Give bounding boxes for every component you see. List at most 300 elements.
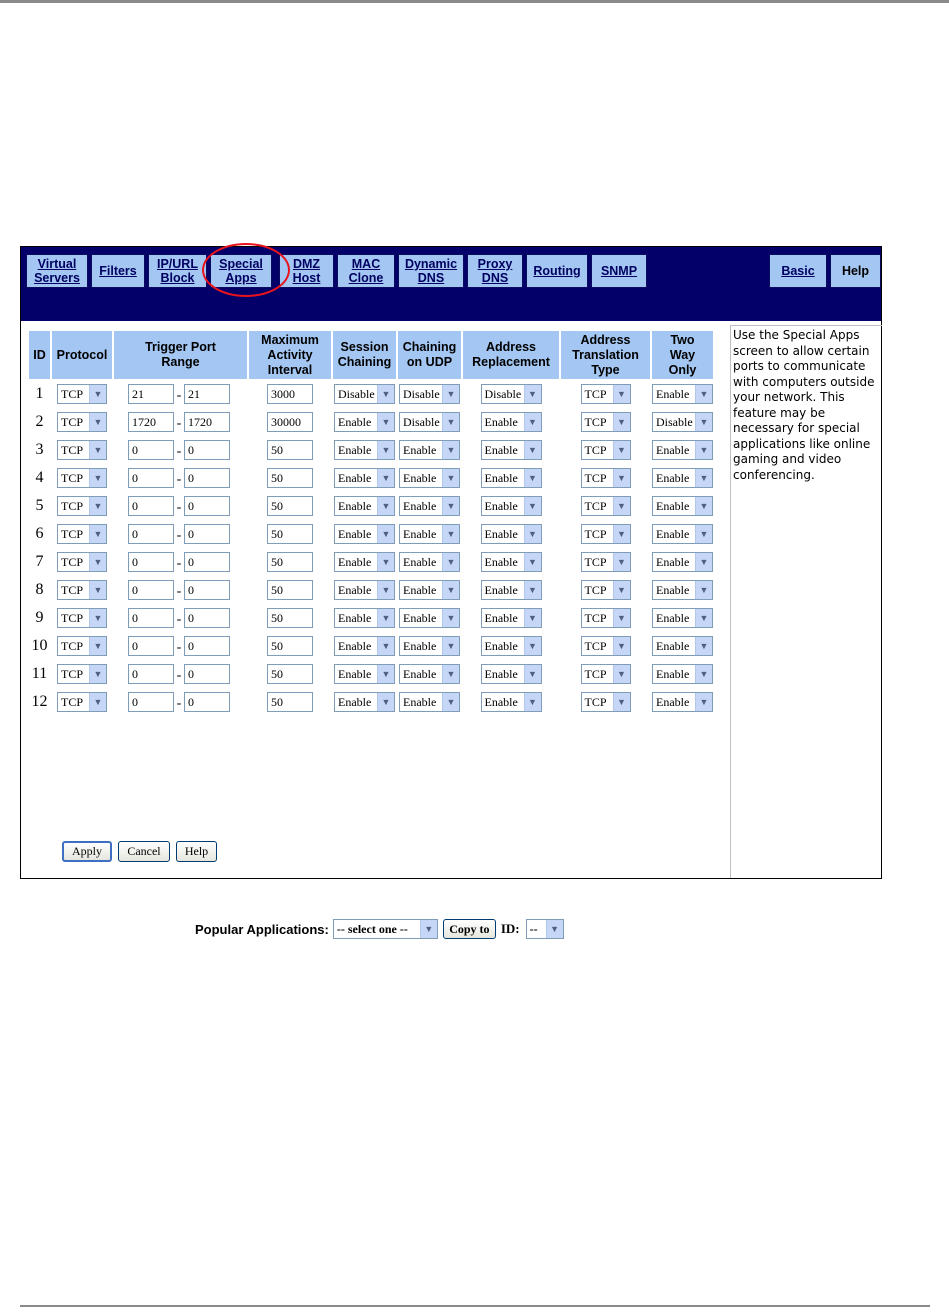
chaining-on-udp-select[interactable]	[399, 412, 460, 432]
protocol-select-value: TCP	[61, 386, 84, 401]
session-chaining-select[interactable]	[334, 412, 395, 432]
chaining-on-udp-select[interactable]	[399, 636, 460, 656]
address-translation-type-cell	[561, 577, 650, 603]
chaining-on-udp-select[interactable]	[399, 664, 460, 684]
protocol-select[interactable]	[57, 412, 107, 432]
popular-applications-label: Popular Applications:	[195, 921, 329, 937]
trigger-port-end-input[interactable]: 0	[184, 580, 230, 600]
session-chaining-select[interactable]	[334, 664, 395, 684]
two-way-only-cell	[652, 381, 713, 407]
address-translation-type-cell	[561, 437, 650, 463]
protocol-select-value: TCP	[61, 526, 84, 541]
session-chaining-cell	[333, 689, 396, 715]
chevron-down-icon: ▼	[89, 581, 106, 599]
protocol-select[interactable]	[57, 384, 107, 404]
chaining-on-udp-select[interactable]	[399, 580, 460, 600]
chaining-on-udp-select[interactable]	[399, 692, 460, 712]
two-way-only-select-value: Enable	[656, 442, 690, 457]
copy-to-id-select[interactable]	[526, 919, 564, 939]
range-separator: -	[176, 472, 182, 487]
two-way-only-select-value: Enable	[656, 554, 690, 569]
trigger-port-end-input[interactable]: 0	[184, 664, 230, 684]
protocol-select[interactable]	[57, 608, 107, 628]
chevron-down-icon: ▼	[524, 609, 541, 627]
trigger-port-start-input[interactable]: 0	[128, 440, 174, 460]
session-chaining-select[interactable]	[334, 580, 395, 600]
interval-cell	[249, 549, 331, 575]
address-replacement-select[interactable]	[481, 580, 542, 600]
tab-filters[interactable]: Filters	[91, 254, 145, 288]
interval-cell	[249, 577, 331, 603]
interval-cell	[249, 409, 331, 435]
address-translation-type-select-value: TCP	[584, 638, 607, 653]
max-activity-interval-input[interactable]: 50	[267, 692, 313, 712]
special-apps-content	[21, 321, 729, 937]
chevron-down-icon: ▼	[524, 581, 541, 599]
two-way-only-select[interactable]	[652, 496, 713, 516]
protocol-select-value: TCP	[61, 442, 84, 457]
session-chaining-select[interactable]	[334, 440, 395, 460]
table-row	[29, 661, 713, 687]
chevron-down-icon: ▼	[442, 553, 459, 571]
chevron-down-icon: ▼	[613, 553, 630, 571]
session-chaining-select[interactable]	[334, 468, 395, 488]
two-way-only-select[interactable]	[652, 636, 713, 656]
row-id: 6	[35, 525, 44, 542]
table-row	[29, 465, 713, 491]
col-header-address-translation-type: Address Translation Type	[561, 331, 650, 379]
chaining-on-udp-select-value: Disable	[403, 386, 440, 401]
chevron-down-icon: ▼	[89, 609, 106, 627]
address-replacement-select[interactable]	[481, 524, 542, 544]
protocol-select[interactable]	[57, 552, 107, 572]
two-way-only-select[interactable]	[652, 440, 713, 460]
table-row	[29, 633, 713, 659]
two-way-only-select-value: Enable	[656, 638, 690, 653]
trigger-port-start-input[interactable]: 0	[128, 496, 174, 516]
address-translation-type-select-value: TCP	[584, 386, 607, 401]
range-separator: -	[176, 612, 182, 627]
chaining-on-udp-select[interactable]	[399, 496, 460, 516]
session-chaining-select[interactable]	[334, 636, 395, 656]
chevron-down-icon: ▼	[377, 665, 394, 683]
trigger-port-range-cell	[114, 521, 247, 547]
address-replacement-cell	[463, 577, 559, 603]
address-translation-type-select-value: TCP	[584, 610, 607, 625]
session-chaining-cell	[333, 409, 396, 435]
address-translation-type-select[interactable]	[581, 440, 631, 460]
row-id: 7	[35, 553, 44, 570]
trigger-port-end-input[interactable]: 1720	[184, 412, 230, 432]
address-translation-type-cell	[561, 549, 650, 575]
protocol-select-value: TCP	[61, 582, 84, 597]
trigger-port-start-input[interactable]: 0	[128, 636, 174, 656]
trigger-port-range-cell	[114, 381, 247, 407]
two-way-only-cell	[652, 549, 713, 575]
trigger-port-end-input[interactable]: 0	[184, 468, 230, 488]
chevron-down-icon: ▼	[89, 385, 106, 403]
trigger-port-start-input[interactable]: 0	[128, 524, 174, 544]
tab-ip-url-block[interactable]: IP/URL Block	[148, 254, 207, 288]
session-chaining-select-value: Enable	[338, 470, 372, 485]
row-id: 12	[31, 693, 48, 710]
protocol-select[interactable]	[57, 524, 107, 544]
address-replacement-select[interactable]	[481, 384, 542, 404]
row-id: 11	[31, 665, 48, 682]
range-separator: -	[176, 668, 182, 683]
two-way-only-cell	[652, 437, 713, 463]
session-chaining-cell	[333, 661, 396, 687]
address-translation-type-cell	[561, 493, 650, 519]
chaining-on-udp-select[interactable]	[399, 552, 460, 572]
address-translation-type-cell	[561, 465, 650, 491]
address-translation-type-select[interactable]	[581, 552, 631, 572]
chevron-down-icon: ▼	[695, 553, 712, 571]
row-id: 10	[31, 637, 48, 654]
chaining-on-udp-cell	[398, 661, 461, 687]
max-activity-interval-input[interactable]: 50	[267, 580, 313, 600]
session-chaining-select-value: Enable	[338, 694, 372, 709]
protocol-cell	[52, 661, 112, 687]
table-row	[29, 605, 713, 631]
tab-basic[interactable]: Basic	[769, 254, 827, 288]
two-way-only-cell	[652, 577, 713, 603]
tab-mac-clone[interactable]: MAC Clone	[337, 254, 395, 288]
range-separator: -	[176, 556, 182, 571]
chevron-down-icon: ▼	[89, 553, 106, 571]
max-activity-interval-input[interactable]: 50	[267, 440, 313, 460]
address-replacement-cell	[463, 633, 559, 659]
max-activity-interval-input[interactable]: 50	[267, 608, 313, 628]
row-id: 4	[35, 469, 44, 486]
max-activity-interval-input[interactable]: 50	[267, 552, 313, 572]
protocol-cell	[52, 465, 112, 491]
chaining-on-udp-select[interactable]	[399, 440, 460, 460]
session-chaining-select-value: Enable	[338, 442, 372, 457]
address-replacement-select-value: Enable	[484, 554, 518, 569]
trigger-port-start-input[interactable]: 0	[128, 664, 174, 684]
address-replacement-cell	[463, 549, 559, 575]
address-replacement-cell	[463, 465, 559, 491]
address-translation-type-select-value: TCP	[584, 442, 607, 457]
protocol-select-value: TCP	[61, 666, 84, 681]
protocol-select[interactable]	[57, 580, 107, 600]
session-chaining-select-value: Enable	[338, 638, 372, 653]
chevron-down-icon: ▼	[613, 693, 630, 711]
interval-cell	[249, 633, 331, 659]
address-replacement-select-value: Enable	[484, 638, 518, 653]
chevron-down-icon: ▼	[613, 385, 630, 403]
max-activity-interval-input[interactable]: 50	[267, 664, 313, 684]
two-way-only-select[interactable]	[652, 384, 713, 404]
session-chaining-select[interactable]	[334, 692, 395, 712]
address-translation-type-select[interactable]	[581, 636, 631, 656]
address-replacement-select[interactable]	[481, 412, 542, 432]
chevron-down-icon: ▼	[613, 413, 630, 431]
chevron-down-icon: ▼	[89, 441, 106, 459]
trigger-port-end-input[interactable]: 0	[184, 692, 230, 712]
range-separator: -	[176, 416, 182, 431]
session-chaining-cell	[333, 577, 396, 603]
chaining-on-udp-select-value: Enable	[403, 610, 437, 625]
chaining-on-udp-select-value: Enable	[403, 666, 437, 681]
trigger-port-end-input[interactable]: 0	[184, 636, 230, 656]
session-chaining-select-value: Enable	[338, 414, 372, 429]
chevron-down-icon: ▼	[695, 413, 712, 431]
chevron-down-icon: ▼	[546, 920, 563, 938]
trigger-port-end-input[interactable]: 0	[184, 552, 230, 572]
address-replacement-select-value: Disable	[484, 386, 522, 401]
two-way-only-select[interactable]	[652, 608, 713, 628]
tab-help[interactable]: Help	[830, 254, 881, 288]
address-translation-type-select-value: TCP	[584, 470, 607, 485]
chevron-down-icon: ▼	[442, 469, 459, 487]
address-translation-type-cell	[561, 409, 650, 435]
trigger-port-start-input[interactable]: 0	[128, 580, 174, 600]
tab-special-apps[interactable]: Special Apps	[210, 254, 272, 288]
address-replacement-select[interactable]	[481, 552, 542, 572]
trigger-port-start-input[interactable]: 0	[128, 552, 174, 572]
chaining-on-udp-select[interactable]	[399, 608, 460, 628]
session-chaining-select-value: Enable	[338, 666, 372, 681]
address-translation-type-select[interactable]	[581, 412, 631, 432]
chaining-on-udp-cell	[398, 577, 461, 603]
address-replacement-select-value: Enable	[484, 498, 518, 513]
chevron-down-icon: ▼	[89, 693, 106, 711]
chevron-down-icon: ▼	[695, 497, 712, 515]
address-replacement-select[interactable]	[481, 496, 542, 516]
address-replacement-select-value: Enable	[484, 526, 518, 541]
chevron-down-icon: ▼	[695, 609, 712, 627]
trigger-port-end-input[interactable]: 0	[184, 524, 230, 544]
trigger-port-range-cell	[114, 409, 247, 435]
protocol-select[interactable]	[57, 692, 107, 712]
two-way-only-select[interactable]	[652, 580, 713, 600]
two-way-only-select-value: Enable	[656, 666, 690, 681]
chevron-down-icon: ▼	[377, 693, 394, 711]
max-activity-interval-input[interactable]: 50	[267, 636, 313, 656]
chevron-down-icon: ▼	[695, 441, 712, 459]
trigger-port-start-input[interactable]: 0	[128, 692, 174, 712]
chaining-on-udp-select-value: Enable	[403, 526, 437, 541]
col-header-chaining-on-udp: Chaining on UDP	[398, 331, 461, 379]
chevron-down-icon: ▼	[442, 609, 459, 627]
session-chaining-select-value: Enable	[338, 554, 372, 569]
two-way-only-select-value: Enable	[656, 386, 690, 401]
range-separator: -	[176, 388, 182, 403]
address-replacement-select[interactable]	[481, 692, 542, 712]
chevron-down-icon: ▼	[377, 469, 394, 487]
two-way-only-select[interactable]	[652, 664, 713, 684]
protocol-cell	[52, 577, 112, 603]
chevron-down-icon: ▼	[442, 497, 459, 515]
address-translation-type-cell	[561, 521, 650, 547]
chevron-down-icon: ▼	[442, 525, 459, 543]
address-replacement-select[interactable]	[481, 608, 542, 628]
session-chaining-cell	[333, 493, 396, 519]
apply-button[interactable]: Apply	[62, 841, 112, 862]
address-translation-type-select[interactable]	[581, 468, 631, 488]
chevron-down-icon: ▼	[89, 413, 106, 431]
session-chaining-select-value: Enable	[338, 498, 372, 513]
two-way-only-select[interactable]	[652, 524, 713, 544]
trigger-port-end-input[interactable]: 0	[184, 496, 230, 516]
protocol-cell	[52, 521, 112, 547]
address-replacement-select-value: Enable	[484, 610, 518, 625]
session-chaining-select[interactable]	[334, 608, 395, 628]
address-translation-type-select[interactable]	[581, 524, 631, 544]
popular-applications-select[interactable]	[333, 919, 438, 939]
session-chaining-select-value: Enable	[338, 526, 372, 541]
trigger-port-start-input[interactable]: 1720	[128, 412, 174, 432]
trigger-port-end-input[interactable]: 0	[184, 608, 230, 628]
chevron-down-icon: ▼	[613, 609, 630, 627]
tab-routing[interactable]: Routing	[526, 254, 588, 288]
interval-cell	[249, 493, 331, 519]
trigger-port-range-cell	[114, 577, 247, 603]
chevron-down-icon: ▼	[377, 385, 394, 403]
two-way-only-select[interactable]	[652, 552, 713, 572]
max-activity-interval-input[interactable]: 30000	[267, 412, 313, 432]
trigger-port-start-input[interactable]: 21	[128, 384, 174, 404]
chevron-down-icon: ▼	[442, 665, 459, 683]
two-way-only-select[interactable]	[652, 692, 713, 712]
two-way-only-select-value: Enable	[656, 498, 690, 513]
chevron-down-icon: ▼	[442, 581, 459, 599]
tab-virtual-servers[interactable]: Virtual Servers	[26, 254, 88, 288]
protocol-select[interactable]	[57, 636, 107, 656]
address-translation-type-select-value: TCP	[584, 666, 607, 681]
chaining-on-udp-select-value: Enable	[403, 470, 437, 485]
chevron-down-icon: ▼	[695, 581, 712, 599]
address-translation-type-select-value: TCP	[584, 582, 607, 597]
help-text: Use the Special Apps screen to allow certain ports to communicate with computers outside your network. This feature may be necessary for special applications like online gaming and video conferencing.	[733, 328, 875, 482]
protocol-select[interactable]	[57, 468, 107, 488]
chaining-on-udp-select[interactable]	[399, 524, 460, 544]
address-replacement-cell	[463, 521, 559, 547]
address-replacement-select-value: Enable	[484, 414, 518, 429]
chaining-on-udp-select[interactable]	[399, 468, 460, 488]
session-chaining-select[interactable]	[334, 552, 395, 572]
two-way-only-select[interactable]	[652, 468, 713, 488]
two-way-only-cell	[652, 521, 713, 547]
trigger-port-start-input[interactable]: 0	[128, 608, 174, 628]
chevron-down-icon: ▼	[524, 413, 541, 431]
tab-dmz-host[interactable]: DMZ Host	[279, 254, 334, 288]
chevron-down-icon: ▼	[377, 609, 394, 627]
address-translation-type-select[interactable]	[581, 580, 631, 600]
help-text-pane	[730, 325, 882, 878]
session-chaining-select[interactable]	[334, 496, 395, 516]
trigger-port-end-input[interactable]: 0	[184, 440, 230, 460]
popular-applications-select-value: -- select one --	[336, 921, 408, 936]
address-translation-type-select[interactable]	[581, 496, 631, 516]
interval-cell	[249, 437, 331, 463]
chevron-down-icon: ▼	[613, 497, 630, 515]
address-translation-type-select[interactable]	[581, 692, 631, 712]
session-chaining-cell	[333, 465, 396, 491]
chaining-on-udp-cell	[398, 437, 461, 463]
row-id: 2	[35, 413, 44, 430]
trigger-port-range-cell	[114, 465, 247, 491]
address-replacement-cell	[463, 605, 559, 631]
copy-to-id-value: --	[529, 921, 538, 936]
chaining-on-udp-select[interactable]	[399, 384, 460, 404]
table-body	[29, 381, 713, 715]
tab-snmp[interactable]: SNMP	[591, 254, 647, 288]
help-button[interactable]: Help	[176, 841, 217, 862]
copy-to-button[interactable]: Copy to	[443, 919, 496, 939]
chevron-down-icon: ▼	[695, 385, 712, 403]
chevron-down-icon: ▼	[524, 441, 541, 459]
address-replacement-select[interactable]	[481, 636, 542, 656]
protocol-cell	[52, 633, 112, 659]
session-chaining-select[interactable]	[334, 384, 395, 404]
top-rule	[0, 0, 949, 3]
address-translation-type-select-value: TCP	[584, 554, 607, 569]
max-activity-interval-input[interactable]: 50	[267, 468, 313, 488]
protocol-select[interactable]	[57, 440, 107, 460]
range-separator: -	[176, 640, 182, 655]
protocol-select-value: TCP	[61, 694, 84, 709]
trigger-port-end-input[interactable]: 21	[184, 384, 230, 404]
max-activity-interval-input[interactable]: 50	[267, 496, 313, 516]
chaining-on-udp-cell	[398, 381, 461, 407]
address-replacement-select-value: Enable	[484, 442, 518, 457]
chevron-down-icon: ▼	[613, 637, 630, 655]
chevron-down-icon: ▼	[377, 413, 394, 431]
table-row	[29, 577, 713, 603]
protocol-cell	[52, 493, 112, 519]
address-translation-type-select-value: TCP	[584, 694, 607, 709]
session-chaining-select-value: Enable	[338, 610, 372, 625]
chevron-down-icon: ▼	[89, 525, 106, 543]
chaining-on-udp-select-value: Enable	[403, 694, 437, 709]
address-replacement-select[interactable]	[481, 468, 542, 488]
chevron-down-icon: ▼	[695, 637, 712, 655]
protocol-cell	[52, 409, 112, 435]
two-way-only-select[interactable]	[652, 412, 713, 432]
tab-dynamic-dns[interactable]: Dynamic DNS	[398, 254, 464, 288]
protocol-select-value: TCP	[61, 414, 84, 429]
two-way-only-select-value: Disable	[656, 414, 693, 429]
address-translation-type-select[interactable]	[581, 664, 631, 684]
col-header-session-chaining: Session Chaining	[333, 331, 396, 379]
chaining-on-udp-cell	[398, 465, 461, 491]
chevron-down-icon: ▼	[613, 469, 630, 487]
max-activity-interval-input[interactable]: 50	[267, 524, 313, 544]
cancel-button[interactable]: Cancel	[118, 841, 170, 862]
chevron-down-icon: ▼	[377, 525, 394, 543]
table-row	[29, 437, 713, 463]
address-replacement-select[interactable]	[481, 440, 542, 460]
max-activity-interval-input[interactable]: 3000	[267, 384, 313, 404]
address-translation-type-cell	[561, 381, 650, 407]
address-replacement-select[interactable]	[481, 664, 542, 684]
session-chaining-select[interactable]	[334, 524, 395, 544]
address-translation-type-select[interactable]	[581, 384, 631, 404]
chevron-down-icon: ▼	[89, 665, 106, 683]
chaining-on-udp-cell	[398, 493, 461, 519]
tab-proxy-dns[interactable]: Proxy DNS	[467, 254, 523, 288]
protocol-select[interactable]	[57, 496, 107, 516]
protocol-select[interactable]	[57, 664, 107, 684]
chevron-down-icon: ▼	[695, 693, 712, 711]
trigger-port-start-input[interactable]: 0	[128, 468, 174, 488]
address-replacement-cell	[463, 493, 559, 519]
address-translation-type-select[interactable]	[581, 608, 631, 628]
interval-cell	[249, 661, 331, 687]
